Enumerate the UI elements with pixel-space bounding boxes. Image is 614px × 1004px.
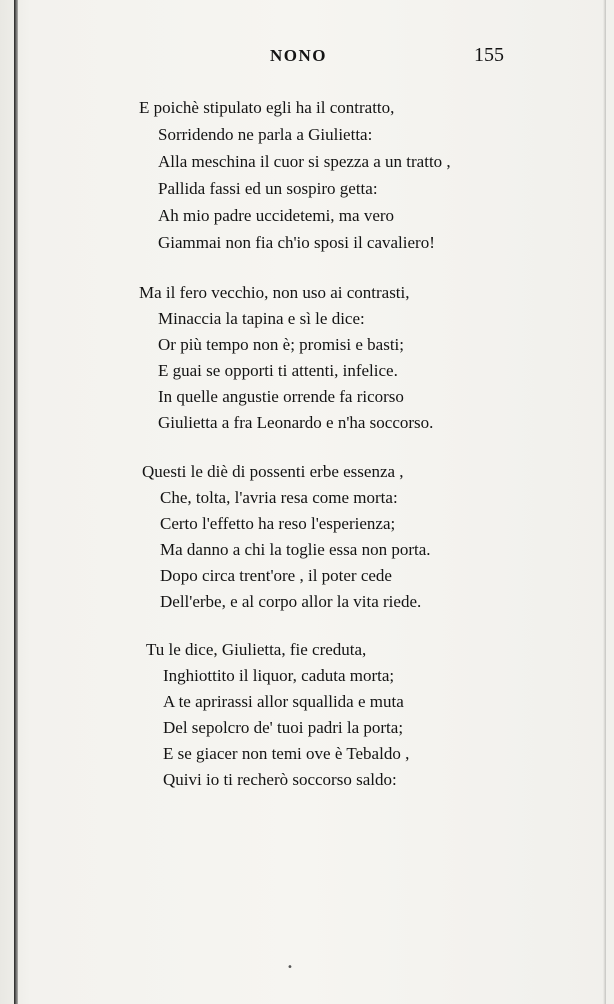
verse-line: Sorridendo ne parla a Giulietta: <box>158 125 373 144</box>
verse-line: Ma danno a chi la toglie essa non porta. <box>160 540 431 559</box>
verse-line: Alla meschina il cuor si spezza a un tratto , <box>158 152 451 171</box>
page-number: 155 <box>474 44 504 66</box>
verse-line: Dopo circa trent'ore , il poter cede <box>160 566 392 585</box>
verse-line: Questi le diè di possenti erbe essenza , <box>142 462 404 481</box>
binding-edge <box>14 0 18 1004</box>
verse-line: Ma il fero vecchio, non uso ai contrasti, <box>139 283 410 302</box>
verse-line: Inghiottito il liquor, caduta morta; <box>163 666 395 685</box>
verse-line: Che, tolta, l'avria resa come morta: <box>160 488 398 507</box>
verse-line: Giulietta a fra Leonardo e n'ha soccorso. <box>158 413 434 432</box>
verse-line: Ah mio padre uccidetemi, ma vero <box>158 206 395 225</box>
verse-line: Minaccia la tapina e sì le dice: <box>158 309 365 328</box>
verse-line: Del sepolcro de' tuoi padri la porta; <box>163 718 404 737</box>
running-head: NONO <box>270 46 327 65</box>
verse-line: Dell'erbe, e al corpo allor la vita riede. <box>160 592 422 611</box>
verse-line: Certo l'effetto ha reso l'esperienza; <box>160 514 396 533</box>
verse-line: Giammai non fia ch'io sposi il cavaliero! <box>158 233 435 252</box>
page-mark: • <box>287 962 293 973</box>
verse-line: Pallida fassi ed un sospiro getta: <box>158 179 378 198</box>
verse-line: Or più tempo non è; promisi e basti; <box>158 335 404 354</box>
verse-line: In quelle angustie orrende fa ricorso <box>158 387 404 406</box>
verse-line: E guai se opporti ti attenti, infelice. <box>158 361 398 380</box>
page-header <box>0 46 614 72</box>
page-edge <box>603 0 606 1004</box>
verse-line: E poichè stipulato egli ha il contratto, <box>139 98 395 117</box>
verse-line: A te aprirassi allor squallida e muta <box>163 692 404 711</box>
verse-line: Quivi io ti recherò soccorso saldo: <box>163 770 397 789</box>
verse-line: Tu le dice, Giulietta, fie creduta, <box>146 640 367 659</box>
verse-line: E se giacer non temi ove è Tebaldo , <box>163 744 410 763</box>
